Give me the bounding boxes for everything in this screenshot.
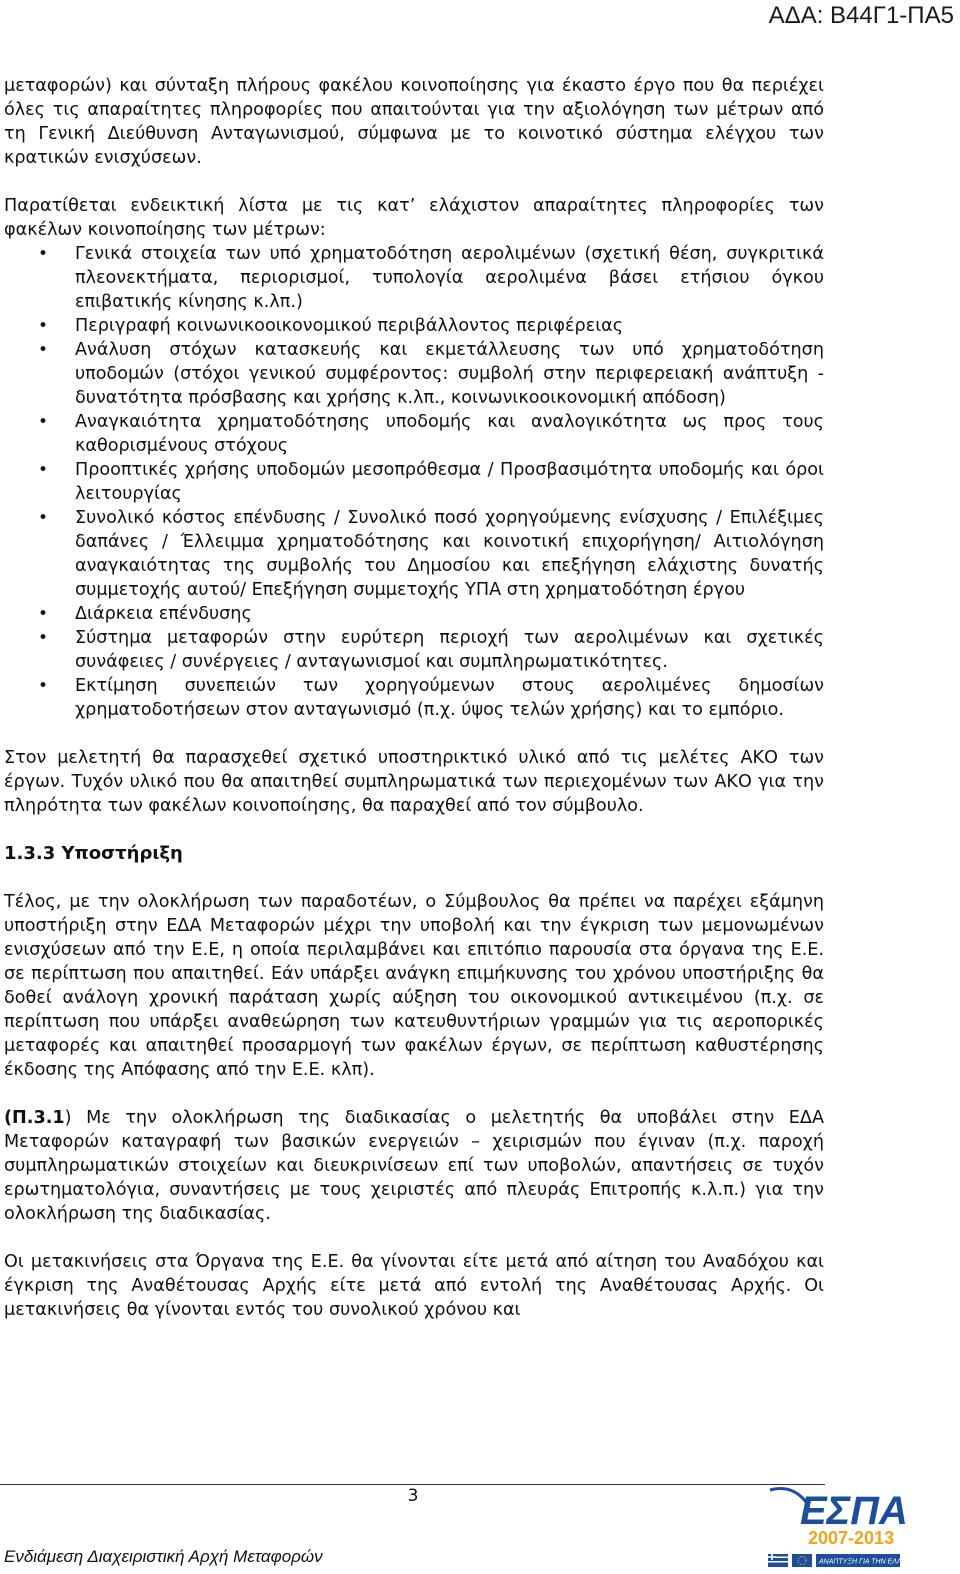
paragraph: Οι μετακινήσεις στα Όργανα της Ε.Ε. θα γίνονται είτε μετά από αίτηση του Αναδόχου και έγκριση της Αναθέτουσας Αρχής είτε μετά από εντολή της Αναθέτουσας Αρχής. Οι μετακινήσεις θα γίνονται εντός του συνολικού χρόνου και	[4, 1252, 824, 1320]
document-body	[4, 74, 824, 1322]
paragraph: μεταφορών) και σύνταξη πλήρους φακέλου κοινοποίησης για έκαστο έργο που θα περιέχει όλες τις απαραίτητες πληροφορίες που απαιτούνται για την αξιολόγηση των μέτρων από τη Γενική Διεύθυνση Ανταγωνισμού, σύμφωνα με το κοινοτικό σύστημα ελέγχου των κρατικών ενισχύσεων.	[4, 76, 824, 168]
list-item: • Συνολικό κόστος επένδυσης / Συνολικό ποσό χορηγούμενης ενίσχυσης / Επιλέξιμες δαπάνες / Έλλειμμα χρηματοδότησης και κοινοτική επιχορήγηση/ Αιτιολόγηση αναγκαιότητας της συμβολής του Δημοσίου και επεξήγηση ελάχιστης δυνατής συμμετοχής αυτού/ Επεξήγηση συμμετοχής ΥΠΑ στη χρηματοδότηση έργου	[4, 506, 824, 602]
list-item: • Αναγκαιότητα χρηματοδότησης υποδομής και αναλογικότητα ως προς τους καθορισμένους στόχους	[4, 410, 824, 458]
paragraph-text: ) Με την ολοκλήρωση της διαδικασίας ο μελετητής θα υποβάλει στην ΕΔΑ Μεταφορών καταγραφή των βασικών ενεργειών – χειρισμών που έγιναν (π.χ. παροχή συμπληρωματικών στοιχείων και διευκρινίσεων επί των υποβολών, απαντήσεις σε τυχόν ερωτηματολόγια, συναντήσεις με τους χειριστές από πλευράς Επιτροπής κ.λ.π.) για την ολοκλήρωση της διαδικασίας.	[4, 1108, 824, 1224]
logo-tagline-text: ΑΝΑΠΤΥΞΗ ΓΙΑ ΤΗΝ ΕΛΛΑΔΑ	[819, 1558, 916, 1566]
info-list	[4, 242, 824, 722]
list-item: • Ανάλυση στόχων κατασκευής και εκμετάλλευσης των υπό χρηματοδότηση υποδομών (στόχοι γενικού συμφέροντος: συμβολή στην περιφερειακή ανάπτυξη - δυνατότητα πρόσβασης και χρήσης κ.λπ., κοινωνικοοικονομική απόδοση)	[4, 338, 824, 410]
list-item: • Περιγραφή κοινωνικοοικονομικού περιβάλλοντος περιφέρειας	[4, 314, 824, 338]
list-item: • Διάρκεια επένδυσης	[4, 602, 824, 626]
list-item: • Προοπτικές χρήσης υποδομών μεσοπρόθεσμα / Προσβασιμότητα υποδομής και όροι λειτουργίας	[4, 458, 824, 506]
logo-main-text: ΕΣΠΑ	[800, 1489, 908, 1533]
footer-authority: Ενδιάμεση Διαχειριστική Αρχή Μεταφορών	[4, 1547, 323, 1566]
list-item: • Σύστημα μεταφορών στην ευρύτερη περιοχή των αερολιμένων και σχετικές συνάφειες / συνέργειες / ανταγωνισμοί και συμπληρωματικότητες.	[4, 626, 824, 674]
logo-years-text: 2007-2013	[808, 1528, 895, 1548]
greek-flag-icon	[768, 1554, 788, 1567]
ada-code: ΑΔΑ: Β44Γ1-ΠΑ5	[768, 2, 954, 29]
list-item: • Γενικά στοιχεία των υπό χρηματοδότηση αερολιμένων (σχετική θέση, συγκριτικά πλεονεκτήματα, περιορισμοί, τυπολογία αερολιμένα βάσει ετήσιου όγκου επιβατικής κίνησης κ.λπ.)	[4, 242, 824, 314]
paragraph: Στον μελετητή θα παρασχεθεί σχετικό υποστηρικτικό υλικό από τις μελέτες ΑΚΟ των έργων. Τυχόν υλικό που θα απαιτηθεί συμπληρωματικά των περιεχομένων των ΑΚΟ για την πληρότητα των φακέλων κοινοποίησης, θα παραχθεί από τον σύμβουλο.	[4, 748, 824, 816]
list-item: • Εκτίμηση συνεπειών των χορηγούμενων στους αερολιμένες δημοσίων χρηματοδοτήσεων στον ανταγωνισμό (π.χ. ύψος τελών χρήσης) και το εμπόριο.	[4, 674, 824, 722]
paragraph: Τέλος, με την ολοκλήρωση των παραδοτέων, ο Σύμβουλος θα πρέπει να παρέχει εξάμηνη υποστήριξη στην ΕΔΑ Μεταφορών μέχρι την υποβολή και την έγκριση των μεμονωμένων ενισχύσεων από την Ε.Ε, η οποία περιλαμβάνει και επιτόπιο παρουσία στα όργανα της Ε.Ε. σε περίπτωση που απαιτηθεί. Εάν υπάρξει ανάγκη επιμήκυνσης του χρόνου υποστήριξης θα δοθεί ανάλογη χρονική παράταση χωρίς αύξηση του οικονομικού αντικειμένου (π.χ. σε περίπτωση που υπάρξει αναθεώρηση των κατευθυντήριων γραμμών για τις αεροπορικές μεταφορές και απαιτηθεί προσαρμογή των φακέλων έργων, σε περίπτωση καθυστέρησης έκδοσης της Απόφασης από την Ε.Ε. κλπ).	[4, 892, 824, 1080]
page-number: 3	[407, 1486, 419, 1506]
eu-flag-icon	[792, 1554, 812, 1567]
deliverable-code: (Π.3.1	[4, 1108, 65, 1128]
paragraph	[4, 1106, 824, 1226]
espa-logo	[762, 1482, 916, 1570]
section-heading: 1.3.3 Υποστήριξη	[4, 843, 183, 864]
paragraph: Παρατίθεται ενδεικτική λίστα με τις κατ’ ελάχιστον απαραίτητες πληροφορίες των φακέλων κοινοποίησης των μέτρων:	[4, 196, 824, 240]
